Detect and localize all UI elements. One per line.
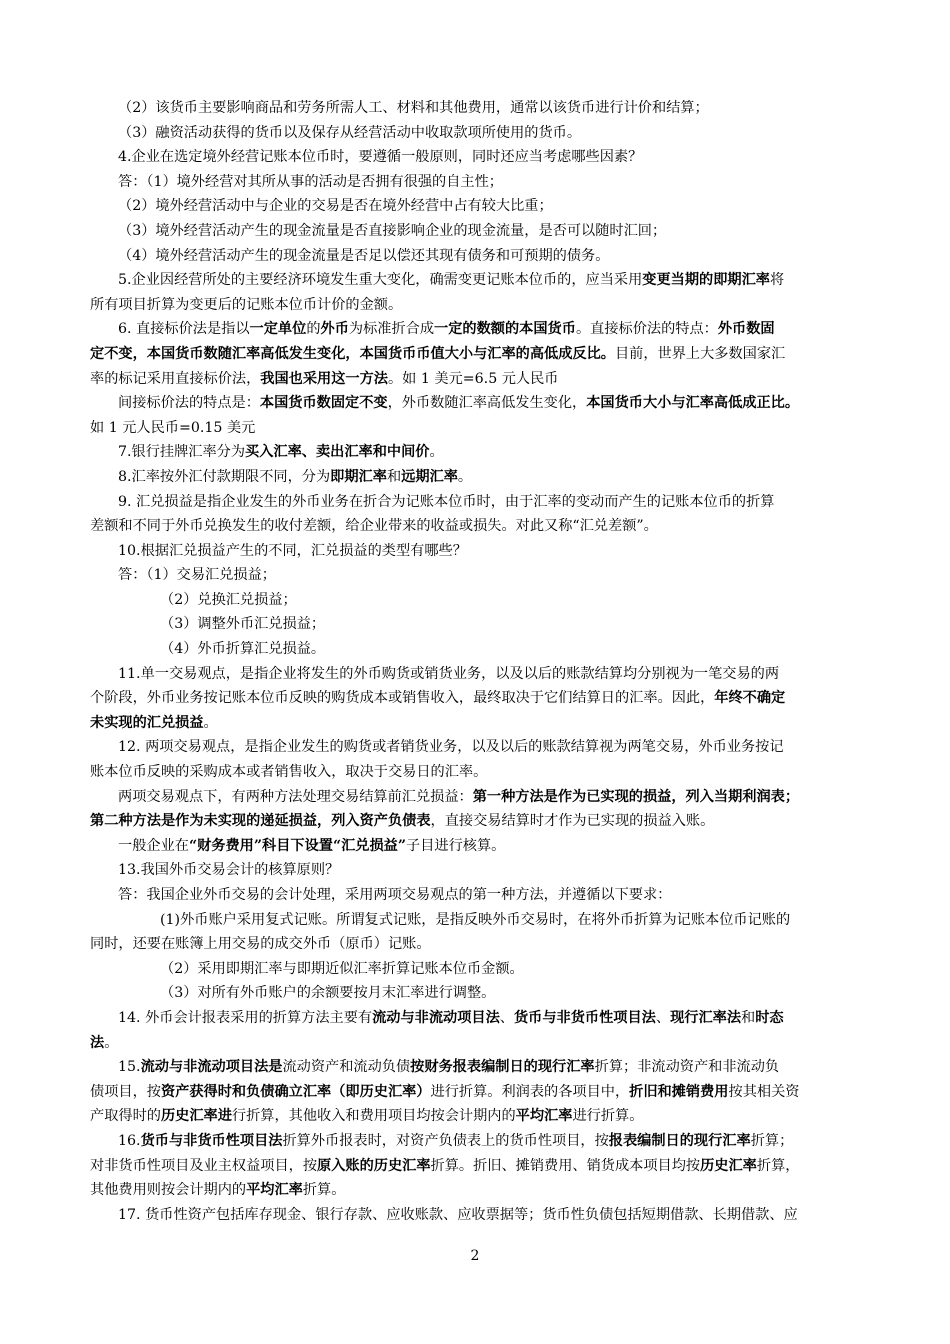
text-line bbox=[90, 1006, 864, 1031]
text-span: （3）调整外币汇兑损益； bbox=[160, 616, 326, 633]
text-span: 7.银行挂牌汇率分为 bbox=[118, 444, 246, 461]
text-span: 15. bbox=[118, 1059, 141, 1076]
page-number: 2 bbox=[470, 1248, 480, 1264]
text-line bbox=[90, 539, 864, 564]
text-span: 折算；非流动资产和非流动负 bbox=[594, 1059, 780, 1076]
text-line bbox=[90, 785, 864, 810]
bold-text: 第一种方法是作为已实现的损益，列入当期利润表； bbox=[472, 788, 800, 805]
text-span: 债项目，按 bbox=[90, 1083, 161, 1100]
text-span: 所有项目折算为变更后的记账本位币计价的金额。 bbox=[90, 296, 403, 313]
text-span: 。如 1 美元=6.5 元人民币 bbox=[387, 370, 559, 387]
text-span: 。 bbox=[457, 468, 473, 485]
text-line bbox=[90, 490, 864, 515]
bold-text: 货币与非货币性项目法 bbox=[140, 1132, 283, 1149]
text-line bbox=[90, 908, 864, 933]
bold-text: 本国货币大小与汇率高低成正比。 bbox=[586, 395, 800, 412]
text-span: 折算， bbox=[756, 1157, 800, 1174]
bold-text: 远期汇率 bbox=[401, 468, 458, 485]
text-line bbox=[90, 391, 864, 416]
text-line bbox=[90, 662, 864, 687]
text-line bbox=[90, 1055, 864, 1080]
text-span: 16. bbox=[118, 1132, 141, 1149]
text-line bbox=[90, 637, 864, 662]
text-span: 9. 汇兑损益是指企业发生的外币业务在折合为记账本位币时，由于汇率的变动而产生的记账本位币的折算 bbox=[118, 493, 775, 510]
bold-text: 流动与非流动项目法 bbox=[372, 1009, 500, 1026]
text-line bbox=[90, 932, 864, 957]
text-span: （4）外币折算汇兑损益。 bbox=[160, 641, 326, 658]
text-span: 和 bbox=[741, 1009, 756, 1026]
text-span: （3）境外经营活动产生的现金流量是否直接影响企业的现金流量，是否可以随时汇回； bbox=[118, 222, 667, 239]
text-span: 13.我国外币交易会计的核算原则？ bbox=[118, 862, 340, 879]
text-line bbox=[90, 96, 864, 121]
text-span: 如 1 元人民币=0.15 美元 bbox=[90, 419, 256, 436]
text-span: 8.汇率按外汇付款期限不同，分为 bbox=[118, 468, 331, 485]
text-span: 14. 外币会计报表采用的折算方法主要有 bbox=[118, 1009, 373, 1026]
text-line bbox=[90, 711, 864, 736]
text-line bbox=[90, 1203, 864, 1228]
text-line bbox=[90, 1178, 864, 1203]
text-line bbox=[90, 858, 864, 883]
text-span: 。 bbox=[203, 714, 218, 731]
text-span: 差额和不同于外币兑换发生的收付差额，给企业带来的收益或损失。对此又称“汇兑差额”。 bbox=[90, 518, 658, 535]
text-span: 答：（1）交易汇兑损益； bbox=[118, 567, 276, 584]
text-line bbox=[90, 170, 864, 195]
text-span: 间接标价法的特点是： bbox=[118, 395, 260, 412]
text-span: 折算。 bbox=[302, 1182, 346, 1199]
text-span: 两项交易观点下，有两种方法处理交易结算前汇兑损益： bbox=[118, 788, 473, 805]
bold-text: 本国货币数固定不变 bbox=[259, 395, 388, 412]
text-span: ，外币数随汇率高低发生变化， bbox=[387, 395, 587, 412]
bold-text: 历史汇率进 bbox=[160, 1108, 232, 1125]
text-span: 10.根据汇兑损益产生的不同，汇兑损益的类型有哪些？ bbox=[118, 542, 467, 559]
text-span: 子目进行核算。 bbox=[406, 837, 506, 854]
text-span: 6. 直接标价法是指以 bbox=[118, 321, 250, 338]
bold-text: 按财务报表编制日的现行汇率 bbox=[410, 1059, 595, 1076]
text-span: 折算外币报表时，对资产负债表上的货币性项目，按 bbox=[282, 1132, 609, 1149]
text-span: （2）该货币主要影响商品和劳务所需人工、材料和其他费用，通常以该货币进行计价和结算； bbox=[118, 100, 709, 116]
text-span: 率的标记采用直接标价法， bbox=[90, 370, 261, 387]
text-span: 对非货币性项目及业主权益项目，按 bbox=[90, 1157, 318, 1174]
text-line bbox=[90, 440, 864, 465]
text-span: 进行折算。 bbox=[572, 1108, 644, 1125]
bold-text: 资产获得时和负债确立汇率（即历史汇率） bbox=[160, 1083, 431, 1100]
bold-text: 即期汇率 bbox=[330, 468, 387, 485]
document-body bbox=[90, 96, 864, 1227]
bold-text: 一定单位 bbox=[249, 321, 307, 338]
text-line bbox=[90, 686, 864, 711]
text-span: 进行折算。利润表的各项目中， bbox=[430, 1083, 630, 1100]
text-line bbox=[90, 981, 864, 1006]
text-span: 11.单一交易观点，是指企业将发生的外币购货或销货业务，以及以后的账款结算均分别视为一笔交易的两 bbox=[118, 665, 780, 682]
text-span: 产取得时的 bbox=[90, 1108, 161, 1125]
text-span: （2）兑换汇兑损益； bbox=[160, 591, 297, 608]
text-span: （4）境外经营活动产生的现金流量是否足以偿还其现有债务和可预期的债务。 bbox=[118, 247, 610, 264]
text-span: 行折算，其他收入和费用项目均按会计期内的 bbox=[231, 1108, 516, 1125]
text-line bbox=[90, 883, 864, 908]
text-line bbox=[90, 367, 864, 392]
bold-text: 历史汇率 bbox=[700, 1157, 757, 1174]
bold-text: 平均汇率 bbox=[246, 1182, 303, 1199]
text-line bbox=[90, 834, 864, 859]
text-line bbox=[90, 514, 864, 539]
bold-text: 年终不确定 bbox=[714, 690, 786, 707]
text-line bbox=[90, 194, 864, 219]
text-span: 答：（1）境外经营对其所从事的活动是否拥有很强的自主性； bbox=[118, 173, 503, 190]
text-span: （2）采用即期汇率与即期近似汇率折算记账本位币金额。 bbox=[160, 960, 524, 977]
text-line bbox=[90, 342, 864, 367]
bold-text: 变更当期的即期汇率 bbox=[642, 272, 770, 289]
bold-text: 报表编制日的现行汇率 bbox=[608, 1132, 751, 1149]
bold-text: “财务费用”科目下设置“汇兑损益” bbox=[188, 837, 407, 854]
bold-text: 定不变，本国货币数随汇率高低发生变化，本国货币币值大小与汇率的高低成反比。 bbox=[90, 345, 615, 362]
text-span: 其他费用则按会计期内的 bbox=[90, 1182, 247, 1199]
text-line bbox=[90, 1129, 864, 1154]
text-span: 的 bbox=[306, 321, 321, 338]
text-span: 答：我国企业外币交易的会计处理，采用两项交易观点的第一种方法，并遵循以下要求： bbox=[118, 887, 672, 903]
bold-text: 一定的数额的本国货币 bbox=[434, 321, 576, 338]
text-line bbox=[90, 416, 864, 441]
text-line bbox=[90, 121, 864, 146]
bold-text: 未实现的汇兑损益 bbox=[90, 714, 204, 731]
bold-text: 原入账的历史汇率 bbox=[317, 1157, 431, 1174]
text-span: 5.企业因经营所处的主要经济环境发生重大变化，确需变更记账本位币的，应当采用 bbox=[118, 272, 643, 289]
text-span: 为标准折合成 bbox=[348, 321, 435, 338]
bold-text: 货币与非货币性项目法 bbox=[513, 1009, 656, 1026]
text-span: 17. 货币性资产包括库存现金、银行存款、应收账款、应收票据等；货币性负债包括短期借款、长期借款、应 bbox=[118, 1206, 798, 1223]
text-line bbox=[90, 219, 864, 244]
text-span: (1)外币账户采用复式记账。所谓复式记账，是指反映外币交易时，在将外币折算为记账本位币记账的 bbox=[160, 911, 791, 928]
text-span: 流动资产和流动负债 bbox=[282, 1059, 411, 1076]
text-span: 。 bbox=[104, 1034, 119, 1051]
text-span: 账本位币反映的采购成本或者销售收入，取决于交易日的汇率。 bbox=[90, 764, 488, 781]
text-span: 折算； bbox=[750, 1132, 794, 1149]
text-span: 同时，还要在账簿上用交易的成交外币（原币）记账。 bbox=[90, 936, 431, 953]
text-span: 和 bbox=[386, 468, 402, 485]
text-line bbox=[90, 588, 864, 613]
bold-text: 平均汇率 bbox=[515, 1108, 573, 1125]
text-line bbox=[90, 760, 864, 785]
text-line bbox=[90, 957, 864, 982]
bold-text: 现行汇率法 bbox=[670, 1009, 742, 1026]
bold-text: 外币数固 bbox=[717, 321, 775, 338]
bold-text: 买入汇率、卖出汇率和中间价 bbox=[245, 444, 430, 461]
text-span: 12. 两项交易观点，是指企业发生的购货或者销货业务，以及以后的账款结算视为两笔交易，外币业务按记 bbox=[118, 739, 784, 756]
text-line bbox=[90, 1104, 864, 1129]
text-span: （3）融资活动获得的货币以及保存从经营活动中收取款项所使用的货币。 bbox=[118, 124, 582, 141]
text-span: 。 bbox=[429, 444, 444, 461]
text-line bbox=[90, 1154, 864, 1179]
text-span: 按其相关资 bbox=[728, 1083, 800, 1100]
text-span: ，直接交易结算时才作为已实现的损益入账。 bbox=[430, 813, 715, 830]
text-line bbox=[90, 809, 864, 834]
text-span: （2）境外经营活动中与企业的交易是否在境外经营中占有较大比重； bbox=[118, 198, 553, 215]
bold-text: 流动与非流动项目法是 bbox=[140, 1059, 283, 1076]
text-line bbox=[90, 145, 864, 170]
text-line bbox=[90, 612, 864, 637]
text-span: 、 bbox=[499, 1009, 514, 1026]
text-span: 折算。折旧、摊销费用、销货成本项目均按 bbox=[430, 1157, 701, 1174]
text-span: 、 bbox=[655, 1009, 671, 1026]
text-span: 个阶段，外币业务按记账本位币反映的购货成本或销售收入，最终取决于它们结算日的汇率。因此， bbox=[90, 690, 715, 707]
text-line bbox=[90, 735, 864, 760]
bold-text: 外币 bbox=[320, 321, 349, 338]
text-span: 4.企业在选定境外经营记账本位币时，要遵循一般原则，同时还应当考虑哪些因素？ bbox=[118, 149, 643, 166]
text-line bbox=[90, 293, 864, 318]
text-span: 一般企业在 bbox=[118, 837, 189, 854]
text-line bbox=[90, 1031, 864, 1056]
text-line bbox=[90, 465, 864, 490]
text-line bbox=[90, 317, 864, 342]
text-span: 。直接标价法的特点： bbox=[575, 321, 718, 338]
bold-text: 法 bbox=[90, 1034, 105, 1051]
text-line bbox=[90, 563, 864, 588]
text-span: 目前，世界上大多数国家汇 bbox=[614, 345, 786, 362]
bold-text: 折旧和摊销费用 bbox=[629, 1083, 729, 1100]
bold-text: 第二种方法是作为未实现的递延损益，列入资产负债表 bbox=[90, 813, 431, 830]
text-line bbox=[90, 1080, 864, 1105]
bold-text: 时态 bbox=[755, 1009, 784, 1026]
bold-text: 我国也采用这一方法 bbox=[260, 370, 388, 387]
text-span: （3）对所有外币账户的余额要按月末汇率进行调整。 bbox=[160, 985, 496, 1002]
text-line bbox=[90, 268, 864, 293]
text-span: 将 bbox=[770, 272, 785, 289]
text-line bbox=[90, 244, 864, 269]
